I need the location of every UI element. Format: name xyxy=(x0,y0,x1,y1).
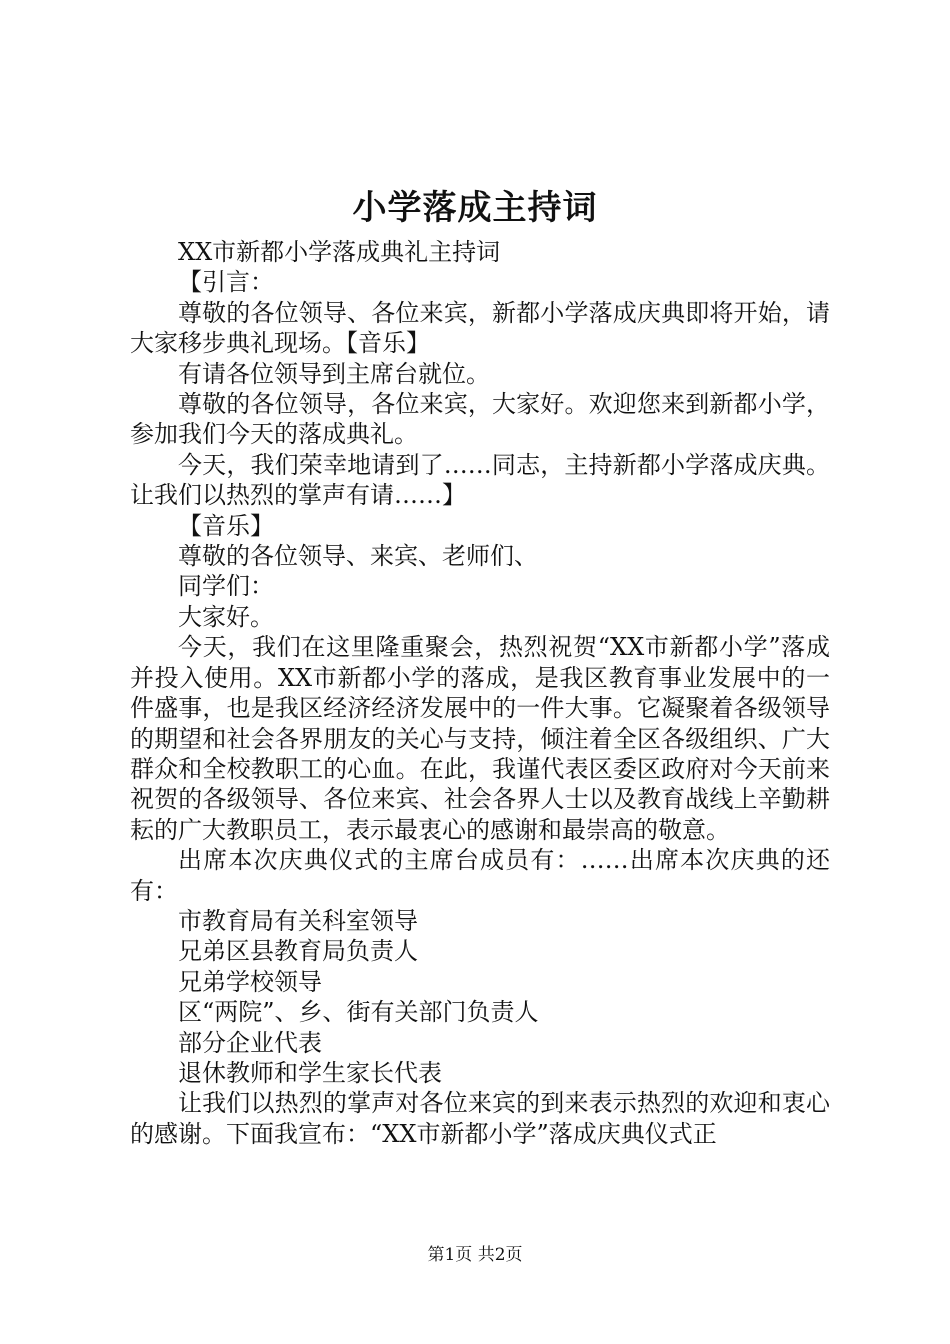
paragraph: 【音乐】 xyxy=(178,511,274,540)
paragraph: 【引言： xyxy=(178,268,274,297)
paragraph: 让我们以热烈的掌声对各位来宾的到来表示热烈的欢迎和衷心的感谢。下面我宣布：“XX市新都小学”落成庆典仪式正 xyxy=(130,1089,830,1148)
paragraph: 兄弟学校领导 xyxy=(178,967,322,996)
paragraph: 部分企业代表 xyxy=(178,1028,322,1057)
paragraph: 尊敬的各位领导、来宾、老师们、 xyxy=(178,542,538,571)
paragraph: 尊敬的各位领导，各位来宾，大家好。欢迎您来到新都小学，参加我们今天的落成典礼。 xyxy=(130,390,830,449)
paragraph: 大家好。 xyxy=(178,602,274,631)
paragraph: 市教育局有关科室领导 xyxy=(178,906,418,935)
paragraph: 同学们： xyxy=(178,572,274,601)
document-body xyxy=(130,237,830,1149)
paragraph: XX市新都小学落成典礼主持词 xyxy=(178,238,501,266)
paragraph: 出席本次庆典仪式的主席台成员有：……出席本次庆典的还有： xyxy=(130,846,830,905)
page-footer: 第1页 共2页 xyxy=(427,1245,523,1265)
paragraph: 今天，我们荣幸地请到了……同志，主持新都小学落成庆典。让我们以热烈的掌声有请……】 xyxy=(130,450,830,510)
paragraph: 兄弟区县教育局负责人 xyxy=(178,937,418,966)
paragraph: 区“两院”、乡、街有关部门负责人 xyxy=(178,998,539,1027)
paragraph: 退休教师和学生家长代表 xyxy=(178,1058,442,1087)
paragraph: 有请各位领导到主席台就位。 xyxy=(178,359,490,388)
document-title: 小学落成主持词 xyxy=(352,188,598,228)
paragraph: 今天，我们在这里隆重聚会，热烈祝贺“XX市新都小学”落成并投入使用。XX市新都小学的落成，是我区教育事业发展中的一件盛事，也是我区经济经济发展中的一件大事。它凝聚着各级领导的期望和社会各界朋友的关心与支持，倾注着全区各级组织、广大群众和全校教职工的心血。在此，我谨代表区委区政府对今天前来祝贺的各级领导、各位来宾、社会各界人士以及教育战线上辛勤耕耘的广大教职员工，表示最衷心的感谢和最崇高的敬意。 xyxy=(130,633,830,844)
paragraph: 尊敬的各位领导、各位来宾，新都小学落成庆典即将开始，请大家移步典礼现场。【音乐】 xyxy=(130,298,830,358)
